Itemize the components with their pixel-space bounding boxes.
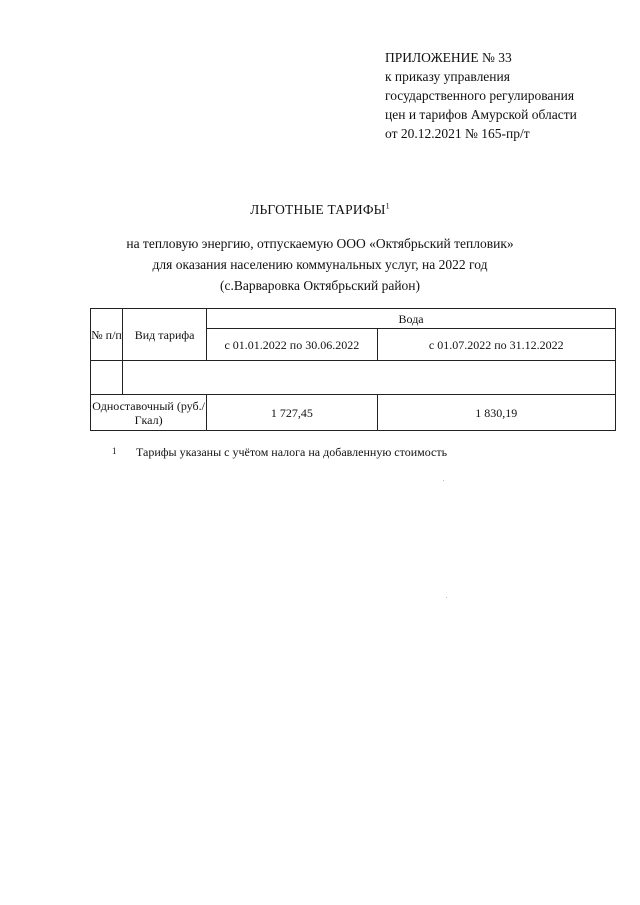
empty-cell-wide: [123, 361, 616, 395]
footnote-mark: 1: [112, 446, 117, 456]
header-number: № п/п: [91, 309, 123, 361]
document-subtitle: [0, 233, 640, 296]
appendix-line-5: от 20.12.2021 № 165-пр/т: [385, 126, 530, 141]
header-group-water: Вода: [207, 309, 616, 329]
row-tariff-type: Одноставочный (руб./Гкал): [91, 395, 207, 431]
header-period-1: с 01.01.2022 по 30.06.2022: [207, 329, 377, 361]
document-title-text: ЛЬГОТНЫЕ ТАРИФЫ: [250, 202, 386, 217]
footnote-text: Тарифы указаны с учётом налога на добавленную стоимость: [136, 445, 448, 459]
scan-speck: [446, 597, 447, 598]
document-title: [0, 202, 640, 218]
table-empty-row: [91, 361, 616, 395]
header-tariff-type: Вид тарифа: [123, 309, 207, 361]
title-footnote-mark: 1: [385, 201, 390, 211]
subtitle-line-2: для оказания населению коммунальных услуг, на 2022 год: [152, 257, 488, 272]
scan-speck: [443, 480, 444, 481]
table-row: [91, 395, 616, 431]
row-value-period-1: 1 727,45: [207, 395, 377, 431]
header-period-2: с 01.07.2022 по 31.12.2022: [377, 329, 615, 361]
appendix-line-2: к приказу управления: [385, 69, 510, 84]
footnote: [112, 445, 447, 460]
table-header-row: [91, 309, 616, 329]
row-value-period-2: 1 830,19: [377, 395, 615, 431]
appendix-line-3: государственного регулирования: [385, 88, 575, 103]
tariff-table: [90, 308, 616, 431]
appendix-line-1: ПРИЛОЖЕНИЕ № 33: [385, 50, 512, 65]
appendix-block: [385, 48, 577, 143]
subtitle-line-1: на тепловую энергию, отпускаемую ООО «Октябрьский тепловик»: [126, 236, 514, 251]
subtitle-line-3: (с.Варваровка Октябрьский район): [219, 278, 421, 293]
appendix-line-4: цен и тарифов Амурской области: [385, 107, 577, 122]
empty-cell: [91, 361, 123, 395]
